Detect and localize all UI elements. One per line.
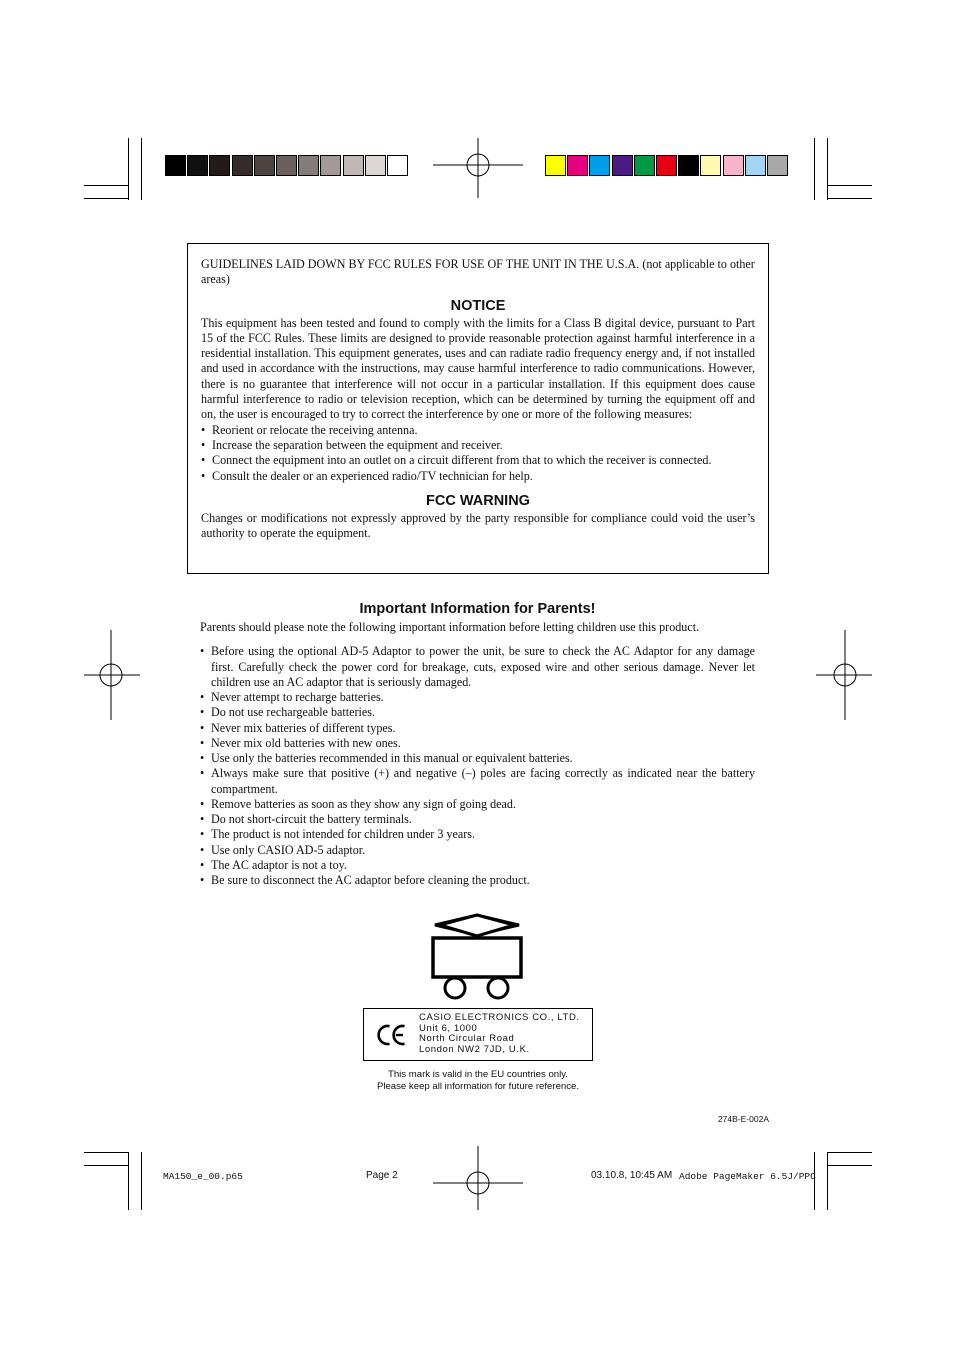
color-swatch: [320, 155, 341, 176]
color-swatch: [187, 155, 208, 176]
color-swatch: [700, 155, 721, 176]
registration-mark-left: [84, 630, 140, 720]
address-line: Unit 6, 1000: [419, 1022, 478, 1034]
ce-mark-box: [363, 1008, 593, 1061]
address-line: CASIO ELECTRONICS CO., LTD.: [419, 1012, 580, 1023]
list-item: • Remove batteries as soon as they show any sign of going dead.: [200, 797, 755, 812]
footer-datetime: 03.10.8, 10:45 AM: [591, 1170, 673, 1181]
list-item: • The AC adaptor is not a toy.: [200, 858, 755, 873]
fcc-intro: GUIDELINES LAID DOWN BY FCC RULES FOR USE OF THE UNIT IN THE U.S.A. (not applicable to other areas): [201, 257, 755, 287]
color-swatch: [232, 155, 253, 176]
color-swatch: [365, 155, 386, 176]
color-swatch: [767, 155, 788, 176]
registration-mark-bottom: [433, 1146, 523, 1210]
ce-note-line: This mark is valid in the EU countries only.: [387, 1069, 569, 1080]
parents-section: [200, 600, 755, 888]
fcc-measures-list: [201, 423, 755, 484]
color-swatch: [387, 155, 408, 176]
list-item: • Be sure to disconnect the AC adaptor before cleaning the product.: [200, 873, 755, 888]
ce-note-line: Please keep all information for future reference.: [376, 1081, 580, 1092]
notice-heading: NOTICE: [450, 297, 506, 314]
registration-mark-top: [433, 138, 523, 198]
parents-intro: Parents should please note the following important information before letting children use this product.: [200, 620, 700, 634]
color-swatch: [634, 155, 655, 176]
fcc-warning-heading: FCC WARNING: [426, 492, 530, 509]
fcc-notice-box: [187, 243, 769, 574]
list-item: • Always make sure that positive (+) and negative (–) poles are facing correctly as indicated near the battery compartment.: [200, 766, 755, 797]
notice-body: This equipment has been tested and found to comply with the limits for a Class B digital device, pursuant to Part 15 of the FCC Rules. These limits are designed to provide reasonable protection against harmful interference in a residential installation. This equipment generates, uses and can radiate radio frequency energy and, if not installed and used in accordance with the instructions, may cause harmful interference to radio communications. However, there is no guarantee that interference will not occur in a particular installation. If this equipment does cause harmful interference to radio or television reception, which can be determined by turning the equipment off and on, the user is encouraged to try to correct the interference by one or more of the following measures:: [201, 315, 755, 422]
address-line: London NW2 7JD, U.K.: [419, 1043, 530, 1055]
list-item: • Never mix old batteries with new ones.: [200, 736, 755, 751]
color-swatch: [612, 155, 633, 176]
ce-mark-icon: [377, 1023, 407, 1047]
list-item: • Before using the optional AD-5 Adaptor to power the unit, be sure to check the AC Adaptor for any damage first. Carefully check the power cord for breakage, cuts, exposed wire and other serious damage. Never let children use an AC adaptor that is seriously damaged.: [200, 644, 755, 690]
color-swatch: [343, 155, 364, 176]
color-swatch: [298, 155, 319, 176]
color-swatch: [678, 155, 699, 176]
list-item: • The product is not intended for children under 3 years.: [200, 827, 755, 842]
ce-note: [340, 1069, 616, 1093]
color-swatch: [656, 155, 677, 176]
color-swatch: [589, 155, 610, 176]
color-swatch: [545, 155, 566, 176]
footer-file-name: MA150_e_00.p65: [163, 1171, 243, 1182]
address-line: North Circular Road: [419, 1033, 515, 1045]
list-item: • Connect the equipment into an outlet on a circuit different from that to which the receiver is connected.: [201, 453, 755, 468]
list-item: • Use only CASIO AD-5 adaptor.: [200, 843, 755, 858]
color-swatch: [254, 155, 275, 176]
footer-page-number: Page 2: [366, 1170, 398, 1181]
color-swatch: [165, 155, 186, 176]
color-swatch: [209, 155, 230, 176]
color-swatch: [276, 155, 297, 176]
list-item: • Do not use rechargeable batteries.: [200, 705, 755, 720]
list-item: • Do not short-circuit the battery terminals.: [200, 812, 755, 827]
list-item: • Never attempt to recharge batteries.: [200, 690, 755, 705]
ce-address: [419, 1013, 580, 1055]
registration-mark-right: [816, 630, 872, 720]
document-code: 274B-E-002A: [717, 1114, 769, 1124]
list-item: • Never mix batteries of different types.: [200, 721, 755, 736]
list-item: • Consult the dealer or an experienced radio/TV technician for help.: [201, 469, 755, 484]
color-swatch: [745, 155, 766, 176]
parents-heading: Important Information for Parents!: [359, 601, 596, 617]
color-swatch: [567, 155, 588, 176]
parents-items-list: [200, 644, 755, 888]
list-item: • Use only the batteries recommended in this manual or equivalent batteries.: [200, 751, 755, 766]
fcc-warning-body: Changes or modifications not expressly approved by the party responsible for compliance could void the user’s authority to operate the equipment.: [201, 510, 755, 541]
color-swatch: [723, 155, 744, 176]
list-item: • Reorient or relocate the receiving antenna.: [201, 423, 755, 438]
toy-safety-symbol-icon: [428, 912, 526, 1002]
list-item: • Increase the separation between the equipment and receiver.: [201, 438, 755, 453]
footer-app-name: Adobe PageMaker 6.5J/PPC: [679, 1171, 816, 1182]
